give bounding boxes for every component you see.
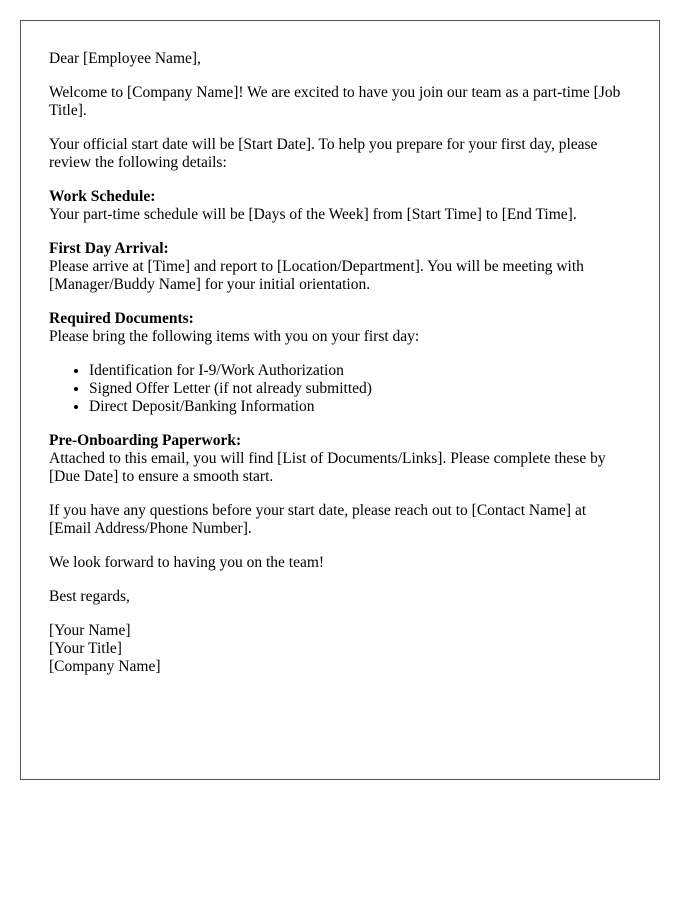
pre-onboarding-section [49, 432, 631, 486]
first-day-arrival-heading: First Day Arrival: [49, 240, 169, 257]
list-item: • Direct Deposit/Banking Information [89, 398, 631, 416]
first-day-arrival-text: Please arrive at [Time] and report to [Location/Department]. You will be meeting with [Manager/Buddy Name] for your initial orientation. [49, 258, 584, 293]
required-documents-text: Please bring the following items with you on your first day: [49, 328, 420, 345]
required-documents-section [49, 310, 631, 346]
greeting: Dear [Employee Name], [49, 50, 201, 67]
start-date-paragraph: Your official start date will be [Start Date]. To help you prepare for your first day, please review the following details: [49, 136, 598, 171]
intro-paragraph: Welcome to [Company Name]! We are excited to have you join our team as a part-time [Job Title]. [49, 84, 621, 119]
signature-block [49, 622, 631, 676]
required-documents-heading: Required Documents: [49, 310, 194, 327]
pre-onboarding-text: Attached to this email, you will find [List of Documents/Links]. Please complete these by [Due Date] to ensure a smooth start. [49, 450, 606, 485]
work-schedule-text: Your part-time schedule will be [Days of the Week] from [Start Time] to [End Time]. [49, 206, 577, 223]
first-day-arrival-section [49, 240, 631, 294]
list-item: • Identification for I-9/Work Authorization [89, 362, 631, 380]
sign-off: Best regards, [49, 588, 130, 605]
work-schedule-section [49, 188, 631, 224]
signature-company: [Company Name] [49, 658, 161, 675]
look-forward-paragraph: We look forward to having you on the team! [49, 554, 325, 571]
pre-onboarding-heading: Pre-Onboarding Paperwork: [49, 432, 242, 449]
questions-paragraph: If you have any questions before your start date, please reach out to [Contact Name] at [Email Address/Phone Number]. [49, 502, 587, 537]
letter-body [20, 20, 660, 780]
work-schedule-heading: Work Schedule: [49, 188, 156, 205]
signature-name: [Your Name] [49, 622, 131, 639]
signature-title: [Your Title] [49, 640, 122, 657]
list-item: • Signed Offer Letter (if not already submitted) [89, 380, 631, 398]
required-documents-list [49, 362, 631, 416]
